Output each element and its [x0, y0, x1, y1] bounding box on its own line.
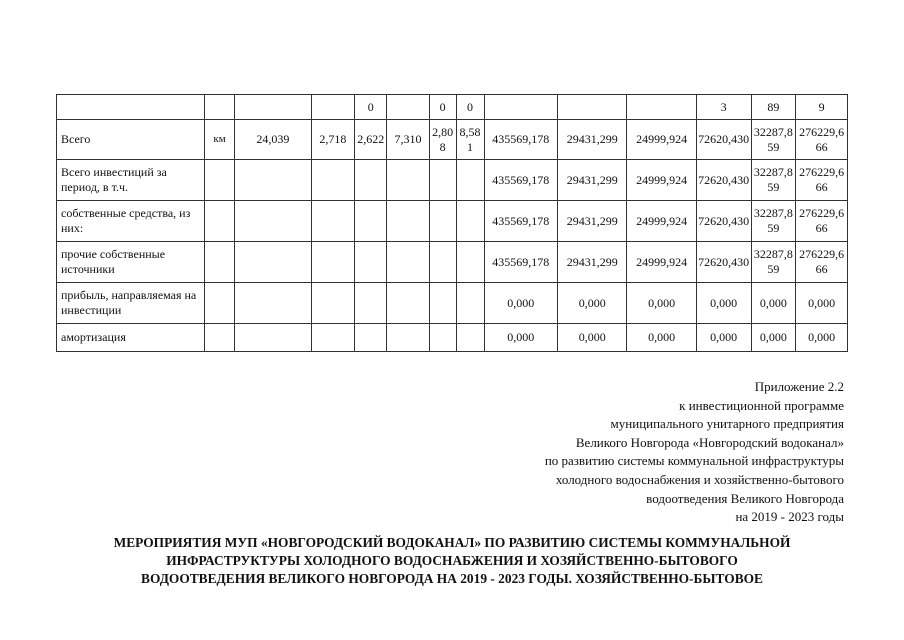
- table-cell: 0,000: [696, 324, 751, 352]
- table-cell: 72620,430: [696, 242, 751, 283]
- table-cell: 24999,924: [627, 160, 696, 201]
- table-cell: 29431,299: [558, 120, 627, 160]
- table-cell: 0,000: [558, 324, 627, 352]
- table-cell: 2,808: [429, 120, 456, 160]
- table-cell: 24,039: [235, 120, 312, 160]
- table-cell: [456, 324, 484, 352]
- table-cell: 72620,430: [696, 160, 751, 201]
- table-cell: 276229,666: [796, 160, 848, 201]
- table-cell: [355, 160, 387, 201]
- table-cell: 29431,299: [558, 201, 627, 242]
- table-cell: 276229,666: [796, 242, 848, 283]
- appendix-caption: [545, 378, 844, 527]
- table-cell: [429, 324, 456, 352]
- table-cell: [205, 95, 235, 120]
- table-cell: 276229,666: [796, 201, 848, 242]
- heading-line: МЕРОПРИЯТИЯ МУП «НОВГОРОДСКИЙ ВОДОКАНАЛ» ПО РАЗВИТИЮ СИСТЕМЫ КОММУНАЛЬНОЙ: [113, 535, 791, 550]
- table-cell: [235, 324, 312, 352]
- table-cell: 2,718: [311, 120, 354, 160]
- table-cell: [235, 242, 312, 283]
- table-cell: [387, 324, 429, 352]
- table-row: [57, 324, 848, 352]
- table-cell: 3: [696, 95, 751, 120]
- table-cell: 24999,924: [627, 201, 696, 242]
- table-cell: 276229,666: [796, 120, 848, 160]
- appendix-line: на 2019 - 2023 годы: [735, 509, 844, 525]
- table-cell: 32287,859: [751, 120, 796, 160]
- table-cell: [355, 242, 387, 283]
- appendix-line: к инвестиционной программе: [679, 397, 844, 413]
- document-heading: [0, 534, 904, 588]
- table-cell: 0,000: [696, 283, 751, 324]
- table-cell: [456, 283, 484, 324]
- table-cell: 0,000: [751, 324, 796, 352]
- unit-cell: [205, 160, 235, 201]
- table-head-row: [57, 95, 848, 120]
- table-cell: [387, 201, 429, 242]
- table-row: [57, 283, 848, 324]
- table-cell: 0: [355, 95, 387, 120]
- table-cell: [355, 201, 387, 242]
- table-cell: [456, 201, 484, 242]
- table-cell: 435569,178: [484, 242, 558, 283]
- table-cell: 0: [429, 95, 456, 120]
- table-cell: 0,000: [484, 324, 558, 352]
- table-cell: 72620,430: [696, 201, 751, 242]
- table-cell: 24999,924: [627, 120, 696, 160]
- table-cell: 9: [796, 95, 848, 120]
- table-row: [57, 160, 848, 201]
- appendix-line: муниципального унитарного предприятия: [610, 416, 844, 432]
- table-cell: 32287,859: [751, 242, 796, 283]
- table-cell: [429, 283, 456, 324]
- table-cell: 0,000: [796, 283, 848, 324]
- appendix-line: по развитию системы коммунальной инфраструктуры: [544, 453, 844, 469]
- table-cell: 435569,178: [484, 201, 558, 242]
- table-cell: [311, 242, 354, 283]
- table-cell: 0,000: [796, 324, 848, 352]
- table-cell: 0,000: [627, 324, 696, 352]
- table-cell: 0: [456, 95, 484, 120]
- table-cell: [311, 160, 354, 201]
- table-cell: 29431,299: [558, 160, 627, 201]
- table-cell: [311, 201, 354, 242]
- table-cell: [387, 242, 429, 283]
- table-cell: [57, 95, 205, 120]
- row-label: собственные средства, из них:: [57, 201, 205, 242]
- unit-cell: км: [205, 120, 235, 160]
- table-cell: 0,000: [484, 283, 558, 324]
- unit-cell: [205, 324, 235, 352]
- table-cell: [387, 283, 429, 324]
- table-cell: 0,000: [751, 283, 796, 324]
- table-cell: [456, 242, 484, 283]
- table-cell: [558, 95, 627, 120]
- appendix-line: холодного водоснабжения и хозяйственно-бытового: [555, 471, 844, 487]
- heading-line: ИНФРАСТРУКТУРЫ ХОЛОДНОГО ВОДОСНАБЖЕНИЯ И ХОЗЯЙСТВЕННО-БЫТОВОГО: [166, 553, 738, 568]
- table-cell: [355, 283, 387, 324]
- table-cell: [311, 95, 354, 120]
- table-cell: [387, 160, 429, 201]
- table-row: [57, 120, 848, 160]
- table-cell: [429, 242, 456, 283]
- row-label: прочие собственные источники: [57, 242, 205, 283]
- table-cell: 32287,859: [751, 160, 796, 201]
- table-row: [57, 201, 848, 242]
- unit-cell: [205, 242, 235, 283]
- table-cell: [429, 201, 456, 242]
- table-cell: [355, 324, 387, 352]
- appendix-line: Великого Новгорода «Новгородский водоканал»: [575, 434, 844, 450]
- table-cell: [311, 324, 354, 352]
- table-cell: [429, 160, 456, 201]
- row-label: прибыль, направляемая на инвестиции: [57, 283, 205, 324]
- table-cell: 0,000: [627, 283, 696, 324]
- heading-line: ВОДООТВЕДЕНИЯ ВЕЛИКОГО НОВГОРОДА НА 2019 - 2023 ГОДЫ. ХОЗЯЙСТВЕННО-БЫТОВОЕ: [141, 571, 763, 586]
- table-cell: 435569,178: [484, 120, 558, 160]
- table-row: [57, 242, 848, 283]
- table-cell: [235, 160, 312, 201]
- table-cell: [311, 283, 354, 324]
- appendix-line: Приложение 2.2: [754, 379, 844, 394]
- table-cell: [387, 95, 429, 120]
- table-cell: 8,581: [456, 120, 484, 160]
- table-cell: [456, 160, 484, 201]
- table-cell: 72620,430: [696, 120, 751, 160]
- unit-cell: [205, 283, 235, 324]
- table-cell: [235, 201, 312, 242]
- unit-cell: [205, 201, 235, 242]
- row-label: Всего: [57, 120, 205, 160]
- investment-table: [56, 94, 848, 352]
- table-cell: [484, 95, 558, 120]
- table-cell: 435569,178: [484, 160, 558, 201]
- table-cell: 2,622: [355, 120, 387, 160]
- table-cell: 0,000: [558, 283, 627, 324]
- table-cell: 7,310: [387, 120, 429, 160]
- appendix-line: водоотведения Великого Новгорода: [646, 490, 844, 506]
- table-cell: [235, 283, 312, 324]
- table-cell: 32287,859: [751, 201, 796, 242]
- row-label: Всего инвестиций за период, в т.ч.: [57, 160, 205, 201]
- table-cell: [235, 95, 312, 120]
- table-cell: [627, 95, 696, 120]
- table-cell: 29431,299: [558, 242, 627, 283]
- table-cell: 24999,924: [627, 242, 696, 283]
- table-cell: 89: [751, 95, 796, 120]
- row-label: амортизация: [57, 324, 205, 352]
